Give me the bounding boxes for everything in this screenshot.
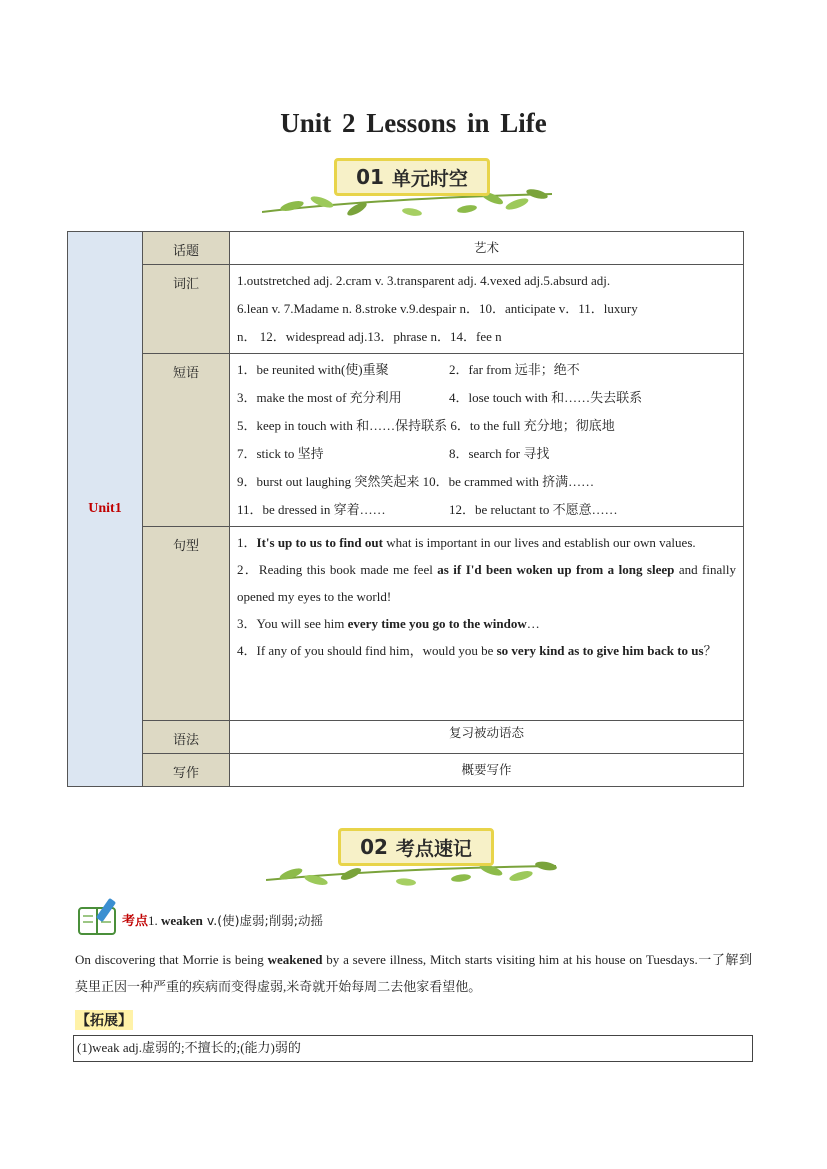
key-point-word: weaken <box>161 913 203 928</box>
key-point-meaning: v.(使)虚弱;削弱;动摇 <box>202 913 323 928</box>
section-number: 01 <box>356 165 384 189</box>
section-banner-1 <box>262 154 562 226</box>
phrase-item: 3．make the most of 充分利用 <box>237 390 402 405</box>
sentence-item: 2．Reading this book made me feel as if I'd been woken up from a long sleep and finally opened my eyes to the world! <box>237 562 736 604</box>
category-vocab: 词汇 <box>143 265 230 354</box>
phrase-item: 10．be crammed with 挤满…… <box>422 474 595 489</box>
phrase-item: 11．be dressed in 穿着…… <box>237 502 386 517</box>
phrase-item: 2．far from 远非；绝不 <box>449 362 580 377</box>
notebook-pen-icon <box>76 898 120 938</box>
section-label: 单元时空 <box>391 167 468 190</box>
example-paragraph: On discovering that Morrie is being weakened by a severe illness, Mitch starts visiting him at his house on Tuesdays.一了解到莫里正因一种严重的疾病而变得虚弱,米奇就开始每周二去他家看望他。 <box>75 952 752 994</box>
phrase-item: 12．be reluctant to 不愿意…… <box>449 502 618 517</box>
section-number: 02 <box>360 835 388 859</box>
category-sentences: 句型 <box>143 527 230 721</box>
page-title: Unit 2 Lessons in Life <box>280 108 547 138</box>
vocab-content <box>230 265 744 354</box>
phrase-item: 1．be reunited with(使)重聚 <box>237 362 389 377</box>
vocab-line: 6.lean v. 7.Madame n. 8.stroke v.9.despair n．10．anticipate v．11．luxury <box>237 301 638 316</box>
category-writing: 写作 <box>143 754 230 787</box>
category-phrases: 短语 <box>143 354 230 527</box>
key-point-label: 考点1. weaken v.(使)虚弱;削弱;动摇 <box>122 913 323 929</box>
phrase-item: 9．burst out laughing 突然笑起来 <box>237 474 420 489</box>
section-banner-box <box>338 828 494 866</box>
sentence-item: 3．You will see him every time you go to the window… <box>237 616 540 631</box>
key-point-tag: 考点 <box>122 914 149 929</box>
sentences-content <box>230 527 744 721</box>
category-topic: 话题 <box>143 232 230 265</box>
phrase-item: 4．lose touch with 和……失去联系 <box>449 390 643 405</box>
sentence-item: 4．If any of you should find him，would you be so very kind as to give him back to us？ <box>237 643 717 658</box>
section-banner-2 <box>266 824 566 896</box>
phrase-item: 7．stick to 坚持 <box>237 446 324 461</box>
phrase-item: 6．to the full 充分地；彻底地 <box>450 418 615 433</box>
phrase-item: 8．search for 寻找 <box>449 446 550 461</box>
grammar-content: 复习被动语态 <box>230 721 744 754</box>
phrases-content <box>230 354 744 527</box>
vocab-line: n． 12．widespread adj.13．phrase n．14．fee n <box>237 329 502 344</box>
unit-overview-table <box>67 231 744 787</box>
category-grammar: 语法 <box>143 721 230 754</box>
phrase-item: 5．keep in touch with 和……保持联系 <box>237 418 448 433</box>
sentence-item: 1．It's up to us to find out what is important in our lives and establish our own values. <box>237 535 696 550</box>
section-label: 考点速记 <box>395 837 472 860</box>
section-banner-box <box>334 158 490 196</box>
extension-heading: 【拓展】 <box>75 1010 133 1030</box>
writing-content: 概要写作 <box>230 754 744 787</box>
vocab-line: 1.outstretched adj. 2.cram v. 3.transparent adj. 4.vexed adj.5.absurd adj. <box>237 273 611 288</box>
extension-box: (1)weak adj.虚弱的;不擅长的;(能力)弱的 <box>73 1035 753 1062</box>
unit-label-cell: Unit1 <box>68 232 143 787</box>
topic-content: 艺术 <box>230 232 744 265</box>
